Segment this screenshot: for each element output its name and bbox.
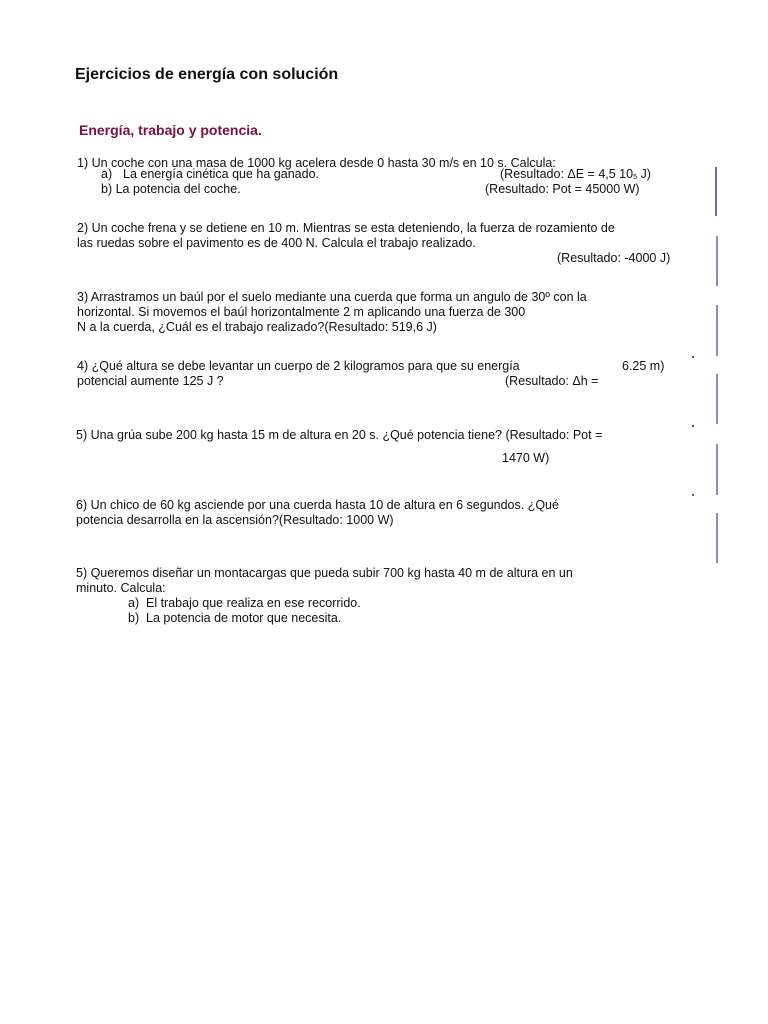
exercise-5-line-1: 5) Una grúa sube 200 kg hasta 15 m de altura en 20 s. ¿Qué potencia tiene? (Resultado: Pot = xyxy=(76,428,603,442)
margin-dot-2 xyxy=(692,425,694,427)
exercise-2-result: (Resultado: -4000 J) xyxy=(557,251,671,265)
margin-dot-3 xyxy=(692,494,694,496)
exercise-7-line-2: minuto. Calcula: xyxy=(76,581,166,595)
margin-rule-6 xyxy=(716,513,718,563)
exercise-1-b-text: b) La potencia del coche. xyxy=(101,182,241,196)
exercise-1-a-text: La energía cinética que ha ganado. xyxy=(123,167,319,181)
section-title: Energía, trabajo y potencia. xyxy=(79,122,262,138)
page-title: Ejercicios de energía con solución xyxy=(75,66,339,83)
margin-rule-3 xyxy=(716,305,718,356)
margin-rule-2 xyxy=(716,236,718,286)
exercise-2-line-2: las ruedas sobre el pavimento es de 400 N. Calcula el trabajo realizado. xyxy=(77,236,476,250)
margin-dot-1 xyxy=(692,356,694,358)
exercise-3-line-1: 3) Arrastramos un baúl por el suelo mediante una cuerda que forma un angulo de 30º con la xyxy=(77,290,587,304)
exercise-4-result: (Resultado: Δh = xyxy=(505,374,599,388)
exercise-7-b-text: La potencia de motor que necesita. xyxy=(146,611,342,625)
exercise-7-b-label: b) xyxy=(128,611,140,625)
exercise-7-a-label: a) xyxy=(128,596,140,610)
exercise-7-a-text: El trabajo que realiza en ese recorrido. xyxy=(146,596,361,610)
exercise-2-line-1: 2) Un coche frena y se detiene en 10 m. Mientras se esta deteniendo, la fuerza de rozamiento de xyxy=(77,221,615,235)
exercise-7-line-1: 5) Queremos diseñar un montacargas que pueda subir 700 kg hasta 40 m de altura en un xyxy=(76,566,573,580)
exercise-4-line-2: potencial aumente 125 J ? xyxy=(77,374,224,388)
exercise-1-statement: 1) Un coche con una masa de 1000 kg acelera desde 0 hasta 30 m/s en 10 s. Calcula: xyxy=(77,156,556,170)
exercise-3-line-2: horizontal. Si movemos el baúl horizontalmente 2 m aplicando una fuerza de 300 xyxy=(77,305,526,319)
margin-rule-4 xyxy=(716,374,718,424)
exercise-1-a-result-exponent: 5 xyxy=(633,174,637,181)
margin-rule-1 xyxy=(715,167,717,216)
exercise-6-line-2: potencia desarrolla en la ascensión?(Resultado: 1000 W) xyxy=(76,513,394,527)
exercise-1-a-label: a) xyxy=(101,167,113,181)
exercise-4-result-tail: 6.25 m) xyxy=(622,359,665,373)
exercise-1-a-result-text: (Resultado: ΔE = 4,5 10 xyxy=(500,167,634,181)
exercise-6-line-1: 6) Un chico de 60 kg asciende por una cuerda hasta 10 de altura en 6 segundos. ¿Qué xyxy=(76,498,559,512)
exercise-1-b-result: (Resultado: Pot = 45000 W) xyxy=(485,182,640,196)
exercise-3-line-3: N a la cuerda, ¿Cuál es el trabajo realizado?(Resultado: 519,6 J) xyxy=(77,320,437,334)
exercise-5-result: 1470 W) xyxy=(502,451,550,465)
exercise-1-a-result-unit: J) xyxy=(637,167,651,181)
exercise-4-line-1: 4) ¿Qué altura se debe levantar un cuerpo de 2 kilogramos para que su energía xyxy=(77,359,520,373)
margin-rule-5 xyxy=(716,444,718,495)
